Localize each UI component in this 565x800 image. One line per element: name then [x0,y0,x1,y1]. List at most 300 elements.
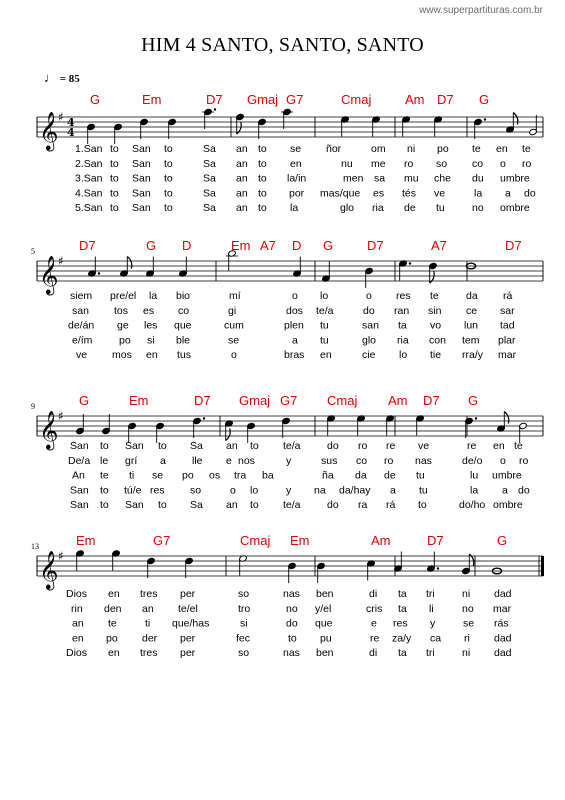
lyric-syllable: ge [117,319,129,332]
lyric-line-3 [72,470,522,482]
lyric-syllable: to [164,157,173,170]
site-watermark[interactable]: www.superpartituras.com.br [419,5,543,16]
chord-symbol: Am [371,533,391,548]
lyric-syllable: ran [394,304,410,317]
lyric-syllable: fec [236,632,251,645]
lyric-syllable: co [178,304,190,317]
lyric-syllable: do [327,440,339,452]
song-title: HIM 4 SANTO, SANTO, SANTO [141,34,424,56]
lyric-syllable: San [132,143,151,155]
lyric-syllable: du [472,172,484,185]
lyric-syllable: mí [229,290,241,302]
time-signature-bottom: 4 [67,126,75,139]
lyric-syllable: An [72,469,85,482]
lyric-syllable: ri [464,632,470,645]
lyric-syllable: an [236,172,248,185]
lyric-syllable: sar [500,304,515,317]
lyric-syllable: da/hay [339,484,371,497]
lyric-line-1 [66,588,512,600]
lyric-syllable: Sa [203,202,216,215]
lyric-syllable: to [100,499,109,512]
sharp-icon: ♯ [58,254,64,268]
sharp-icon: ♯ [58,409,64,423]
lyric-syllable: rá [503,290,513,302]
lyric-syllable: San [70,440,89,452]
lyric-syllable: nu [341,157,353,170]
lyric-syllable: ta [398,602,407,615]
lyric-syllable: nas [415,454,432,467]
lyric-syllable: res [393,617,408,630]
lyric-syllable: so [238,647,250,660]
lyric-syllable: tres [140,588,158,600]
lyric-line-5 [70,499,523,511]
lyric-syllable: y/el [315,602,332,615]
note [402,116,411,137]
note [120,257,132,278]
lyric-syllable: plen [284,319,304,332]
lyric-syllable: to [110,143,119,155]
lyric-syllable: 5.San [75,202,103,215]
lyric-syllable: ro [522,157,532,170]
lyric-syllable: der [142,632,158,645]
lyric-syllable: mos [112,349,132,362]
treble-clef-icon: 𝄞 [39,255,59,294]
lyric-syllable: an [142,602,154,615]
lyric-syllable: se [228,334,240,347]
lyric-syllable: te [108,617,117,630]
lyric-syllable: e/ím [72,334,93,347]
lyric-syllable: en [493,440,505,452]
lyric-syllable: do [363,304,375,317]
note-flag [504,412,509,424]
lyric-syllable: en [320,349,332,362]
lyric-syllable: po [106,632,118,645]
lyric-syllable: si [240,617,248,630]
chord-symbol: Cmaj [327,393,358,408]
lyric-syllable: pre/el [110,290,137,302]
note [317,562,326,583]
lyric-syllable: 3.San [75,172,103,185]
lyric-syllable: 1.San [75,143,103,155]
lyric-syllable: dad [494,632,512,645]
lyric-line-4 [70,484,530,496]
note [225,420,234,441]
lyric-syllable: ro [519,454,529,467]
note [114,123,123,144]
lyric-syllable: en [72,632,84,645]
lyric-syllable: con [429,334,446,347]
lyric-line-4 [72,334,516,346]
lyric-syllable: za/y [392,632,412,645]
lyric-syllable: mar [493,602,512,615]
lyric-syllable: mu [404,172,419,185]
lyric-syllable: ni [407,143,416,155]
lyric-syllable: li [429,602,434,615]
note [76,550,85,571]
note [429,262,438,283]
lyric-syllable: y [286,484,292,497]
lyric-syllable: to [288,632,297,645]
lyric-syllable: o [230,484,236,497]
lyric-syllable: que [174,319,192,332]
lyric-syllable: la [474,187,483,200]
lyric-syllable: an [226,499,238,512]
lyric-syllable: por [289,187,305,200]
note [327,415,336,436]
lyric-syllable: a [292,334,298,347]
chord-symbol: G [146,238,157,253]
lyric-syllable: tus [177,349,192,362]
note-flag [127,257,132,269]
lyric-line-1 [70,290,512,302]
lyric-syllable: a [502,484,508,497]
lyric-syllable: no [286,602,298,615]
chord-symbol: D7 [367,238,384,253]
lyric-syllable: nas [283,588,300,600]
lyric-syllable: ta [398,319,407,332]
sharp-icon: ♯ [58,110,64,124]
lyric-syllable: ni [462,647,471,660]
lyric-syllable: da [466,290,478,302]
chord-symbol: Em [142,92,162,107]
lyric-syllable: ce [466,304,478,317]
lyric-syllable: ro [404,157,414,170]
chord-symbol: A7 [260,238,276,253]
chord-symbol: Cmaj [341,92,372,107]
lyric-syllable: tu [416,469,425,482]
lyric-syllable: den [104,602,122,615]
lyric-syllable: 2.San [75,157,103,170]
lyric-syllable: do [518,484,530,497]
lyric-syllable: tu [419,484,428,497]
lyric-syllable: an [72,617,84,630]
lyric-syllable: tri [426,588,435,600]
lyric-syllable: en [290,157,302,170]
staff-system-3 [31,393,543,511]
note [341,116,350,137]
measure-number: 9 [31,402,35,411]
lyric-line-2 [68,455,528,467]
lyric-syllable: co [356,454,368,467]
lyric-syllable: ro [384,454,394,467]
lyric-syllable: se [463,617,475,630]
lyric-syllable: tres [140,647,158,660]
lyric-syllable: umbre [500,172,530,185]
lyric-syllable: ve [434,187,446,200]
lyric-syllable: to [258,187,267,200]
lyric-syllable: to [418,499,427,512]
lyric-syllable: es [143,304,155,317]
lyric-syllable: rra/y [462,349,483,362]
lyric-syllable: en [108,647,120,660]
lyric-syllable: e [371,617,377,630]
lyric-syllable: San [125,440,144,452]
lyric-syllable: te [472,143,481,155]
lyric-syllable: os [209,469,221,482]
lyric-line-5 [75,202,530,214]
lyric-syllable: plar [498,334,516,347]
lyric-syllable: no [462,602,474,615]
lyric-syllable: se [290,143,302,155]
lyric-syllable: an [226,440,238,452]
lyric-syllable: po [119,334,131,347]
lyric-syllable: te/el [178,602,198,615]
note [112,550,121,571]
chord-symbol: Am [405,92,425,107]
lyric-syllable: que [315,617,333,630]
lyric-syllable: to [110,157,119,170]
tempo-value: = 85 [57,73,80,85]
lyric-syllable: do [286,617,298,630]
lyric-syllable: an [236,143,248,155]
final-barline-thick [541,556,544,576]
lyric-syllable: cum [224,319,244,332]
note [146,257,155,278]
lyric-syllable: per [180,588,196,600]
lyric-syllable: te [522,143,531,155]
lyric-syllable: no [472,202,484,215]
lyric-syllable: rá [386,499,396,512]
lyric-syllable: ble [176,334,191,347]
treble-clef-icon: 𝄞 [39,410,59,449]
lyric-syllable: res [396,290,411,302]
sharp-icon: ♯ [58,549,64,563]
lyric-syllable: tro [238,602,251,615]
lyric-syllable: si [147,334,155,347]
lyric-line-4 [72,632,512,644]
lyric-syllable: Sa [190,499,203,512]
lyric-syllable: de/án [68,319,95,332]
lyric-syllable: sus [321,454,338,467]
note [193,417,206,438]
lyric-syllable: glo [362,334,377,347]
lyric-syllable: San [70,484,89,497]
note-flag [226,429,231,441]
chord-symbol: D7 [194,393,211,408]
lyric-syllable: ve [76,349,88,362]
lyric-syllable: do [327,499,339,512]
lyric-syllable: ra [358,499,368,512]
lyric-syllable: tu [436,202,445,215]
lyric-line-3 [68,320,515,332]
lyric-syllable: to [100,440,109,452]
lyric-syllable: rás [494,617,509,630]
chord-symbol: D7 [437,92,454,107]
lyric-syllable: te/a [283,440,301,452]
lyric-syllable: tra [234,469,247,482]
lyric-syllable: san [72,304,89,317]
chord-symbol: G [479,92,490,107]
lyric-syllable: te [514,440,523,452]
note [372,116,381,137]
lyric-syllable: to [250,499,259,512]
chord-symbol: Em [290,533,310,548]
lyric-syllable: tem [462,334,480,347]
lyric-syllable: San [132,172,151,185]
chord-symbol: Cmaj [240,533,271,548]
chord-symbol: Gmaj [247,92,279,107]
lyric-line-1 [75,143,531,155]
note [202,108,216,129]
lyric-syllable: les [144,319,158,332]
lyric-syllable: po [437,143,449,155]
staff-system-1 [37,92,543,214]
time-signature-top: 4 [67,116,75,129]
augmentation-dot [98,272,100,274]
lyric-syllable: siem [70,290,93,302]
lyric-line-4 [75,187,536,199]
lyric-syllable: per [180,647,196,660]
chord-symbol: G [79,393,90,408]
lyric-syllable: ña [322,469,334,482]
lyric-syllable: do/ho [459,499,486,512]
lyric-syllable: Sa [203,157,216,170]
lyric-syllable: de [384,469,396,482]
lyric-syllable: lle [192,454,203,467]
note [179,257,188,278]
chord-symbol: G [90,92,101,107]
lyric-syllable: vo [430,319,442,332]
note [365,267,374,288]
note [258,118,267,139]
lyric-syllable: men [343,172,364,185]
lyric-syllable: do [524,187,536,200]
note-flag [513,113,518,125]
lyric-syllable: a [390,484,396,497]
note [367,560,376,581]
lyric-syllable: o [292,290,298,302]
lyric-syllable: ro [358,440,368,452]
lyric-syllable: y [286,454,292,467]
chord-symbol: G [497,533,508,548]
chord-symbol: G [468,393,479,408]
lyric-syllable: to [164,143,173,155]
augmentation-dot [475,417,477,419]
lyric-syllable: an [236,187,248,200]
lyric-syllable: Sa [203,172,216,185]
lyric-syllable: to [258,157,267,170]
note [282,417,291,438]
lyric-syllable: cris [366,602,383,615]
lyric-syllable: o [500,157,506,170]
lyric-syllable: che [434,172,451,185]
lyric-syllable: tad [500,319,515,332]
chord-symbol: A7 [431,238,447,253]
lyric-syllable: ta [398,647,407,660]
lyric-syllable: res [150,484,165,497]
measure-number: 13 [31,542,39,551]
note [140,118,149,139]
lyric-syllable: tu [320,334,329,347]
lyric-syllable: ti [129,469,135,482]
lyric-syllable: rin [71,602,83,615]
note [529,115,538,136]
chord-symbol: D7 [423,393,440,408]
note [76,414,85,435]
lyric-syllable: re [370,632,380,645]
lyric-line-2 [75,158,531,170]
chord-symbol: G7 [280,393,298,408]
lyric-syllable: Dios [66,588,88,600]
lyric-syllable: ñor [326,143,342,155]
lyric-syllable: glo [340,202,355,215]
lyric-syllable: umbre [492,469,522,482]
lyric-syllable: so [190,484,202,497]
measure-number: 5 [31,247,35,256]
lyric-syllable: cie [362,349,376,362]
treble-clef-icon: 𝄞 [39,111,59,150]
lyric-syllable: en [108,588,120,600]
lyric-syllable: de/o [462,454,483,467]
note [322,262,331,283]
note [416,415,425,436]
lyric-syllable: lun [464,319,479,332]
lyric-syllable: a [160,454,166,467]
chord-symbol: Em [231,238,251,253]
lyric-syllable: te [100,469,109,482]
lyric-syllable: to [164,202,173,215]
lyric-syllable: San [132,187,151,200]
lyric-syllable: re [386,440,396,452]
chord-symbol: G7 [153,533,171,548]
lyric-syllable: que/has [172,617,210,630]
lyric-syllable: San [125,499,144,512]
lyric-syllable: to [250,440,259,452]
note [87,123,96,144]
lyric-syllable: la/in [287,172,307,185]
note [462,554,474,575]
lyric-syllable: Dios [66,647,88,660]
lyric-syllable: di [369,647,378,660]
lyric-syllable: sa [374,172,386,185]
lyric-syllable: da [355,469,367,482]
lyric-syllable: lo [250,484,259,497]
lyric-syllable: en [496,143,508,155]
chord-symbol: D7 [79,238,96,253]
lyric-syllable: tie [430,349,442,362]
lyric-syllable: dos [286,304,303,317]
lyric-syllable: dad [494,588,512,600]
note [281,108,293,129]
note [236,113,245,134]
lyric-syllable: ria [372,202,384,215]
lyric-syllable: om [371,143,386,155]
lyric-syllable: so [436,157,448,170]
lyric-syllable: per [180,632,196,645]
note [506,113,518,134]
lyric-syllable: so [238,588,250,600]
lyric-syllable: grí [125,454,138,467]
lyric-syllable: co [472,157,484,170]
lyric-syllable: nos [238,454,255,467]
lyric-syllable: ombre [493,499,523,512]
lyric-syllable: en [146,349,158,362]
note [474,118,487,139]
lyric-syllable: Sa [203,143,216,155]
lyric-syllable: te/a [316,304,334,317]
note [288,562,297,583]
treble-clef-icon: 𝄞 [39,550,59,589]
chord-symbol: D7 [427,533,444,548]
lyric-syllable: la [470,484,479,497]
chord-symbol: Am [388,393,408,408]
lyric-syllable: ben [316,647,334,660]
lyric-syllable: San [70,499,89,512]
lyric-syllable: ta [398,588,407,600]
lyric-syllable: ria [397,334,409,347]
lyric-syllable: a [505,187,511,200]
lyric-line-2 [71,603,512,615]
